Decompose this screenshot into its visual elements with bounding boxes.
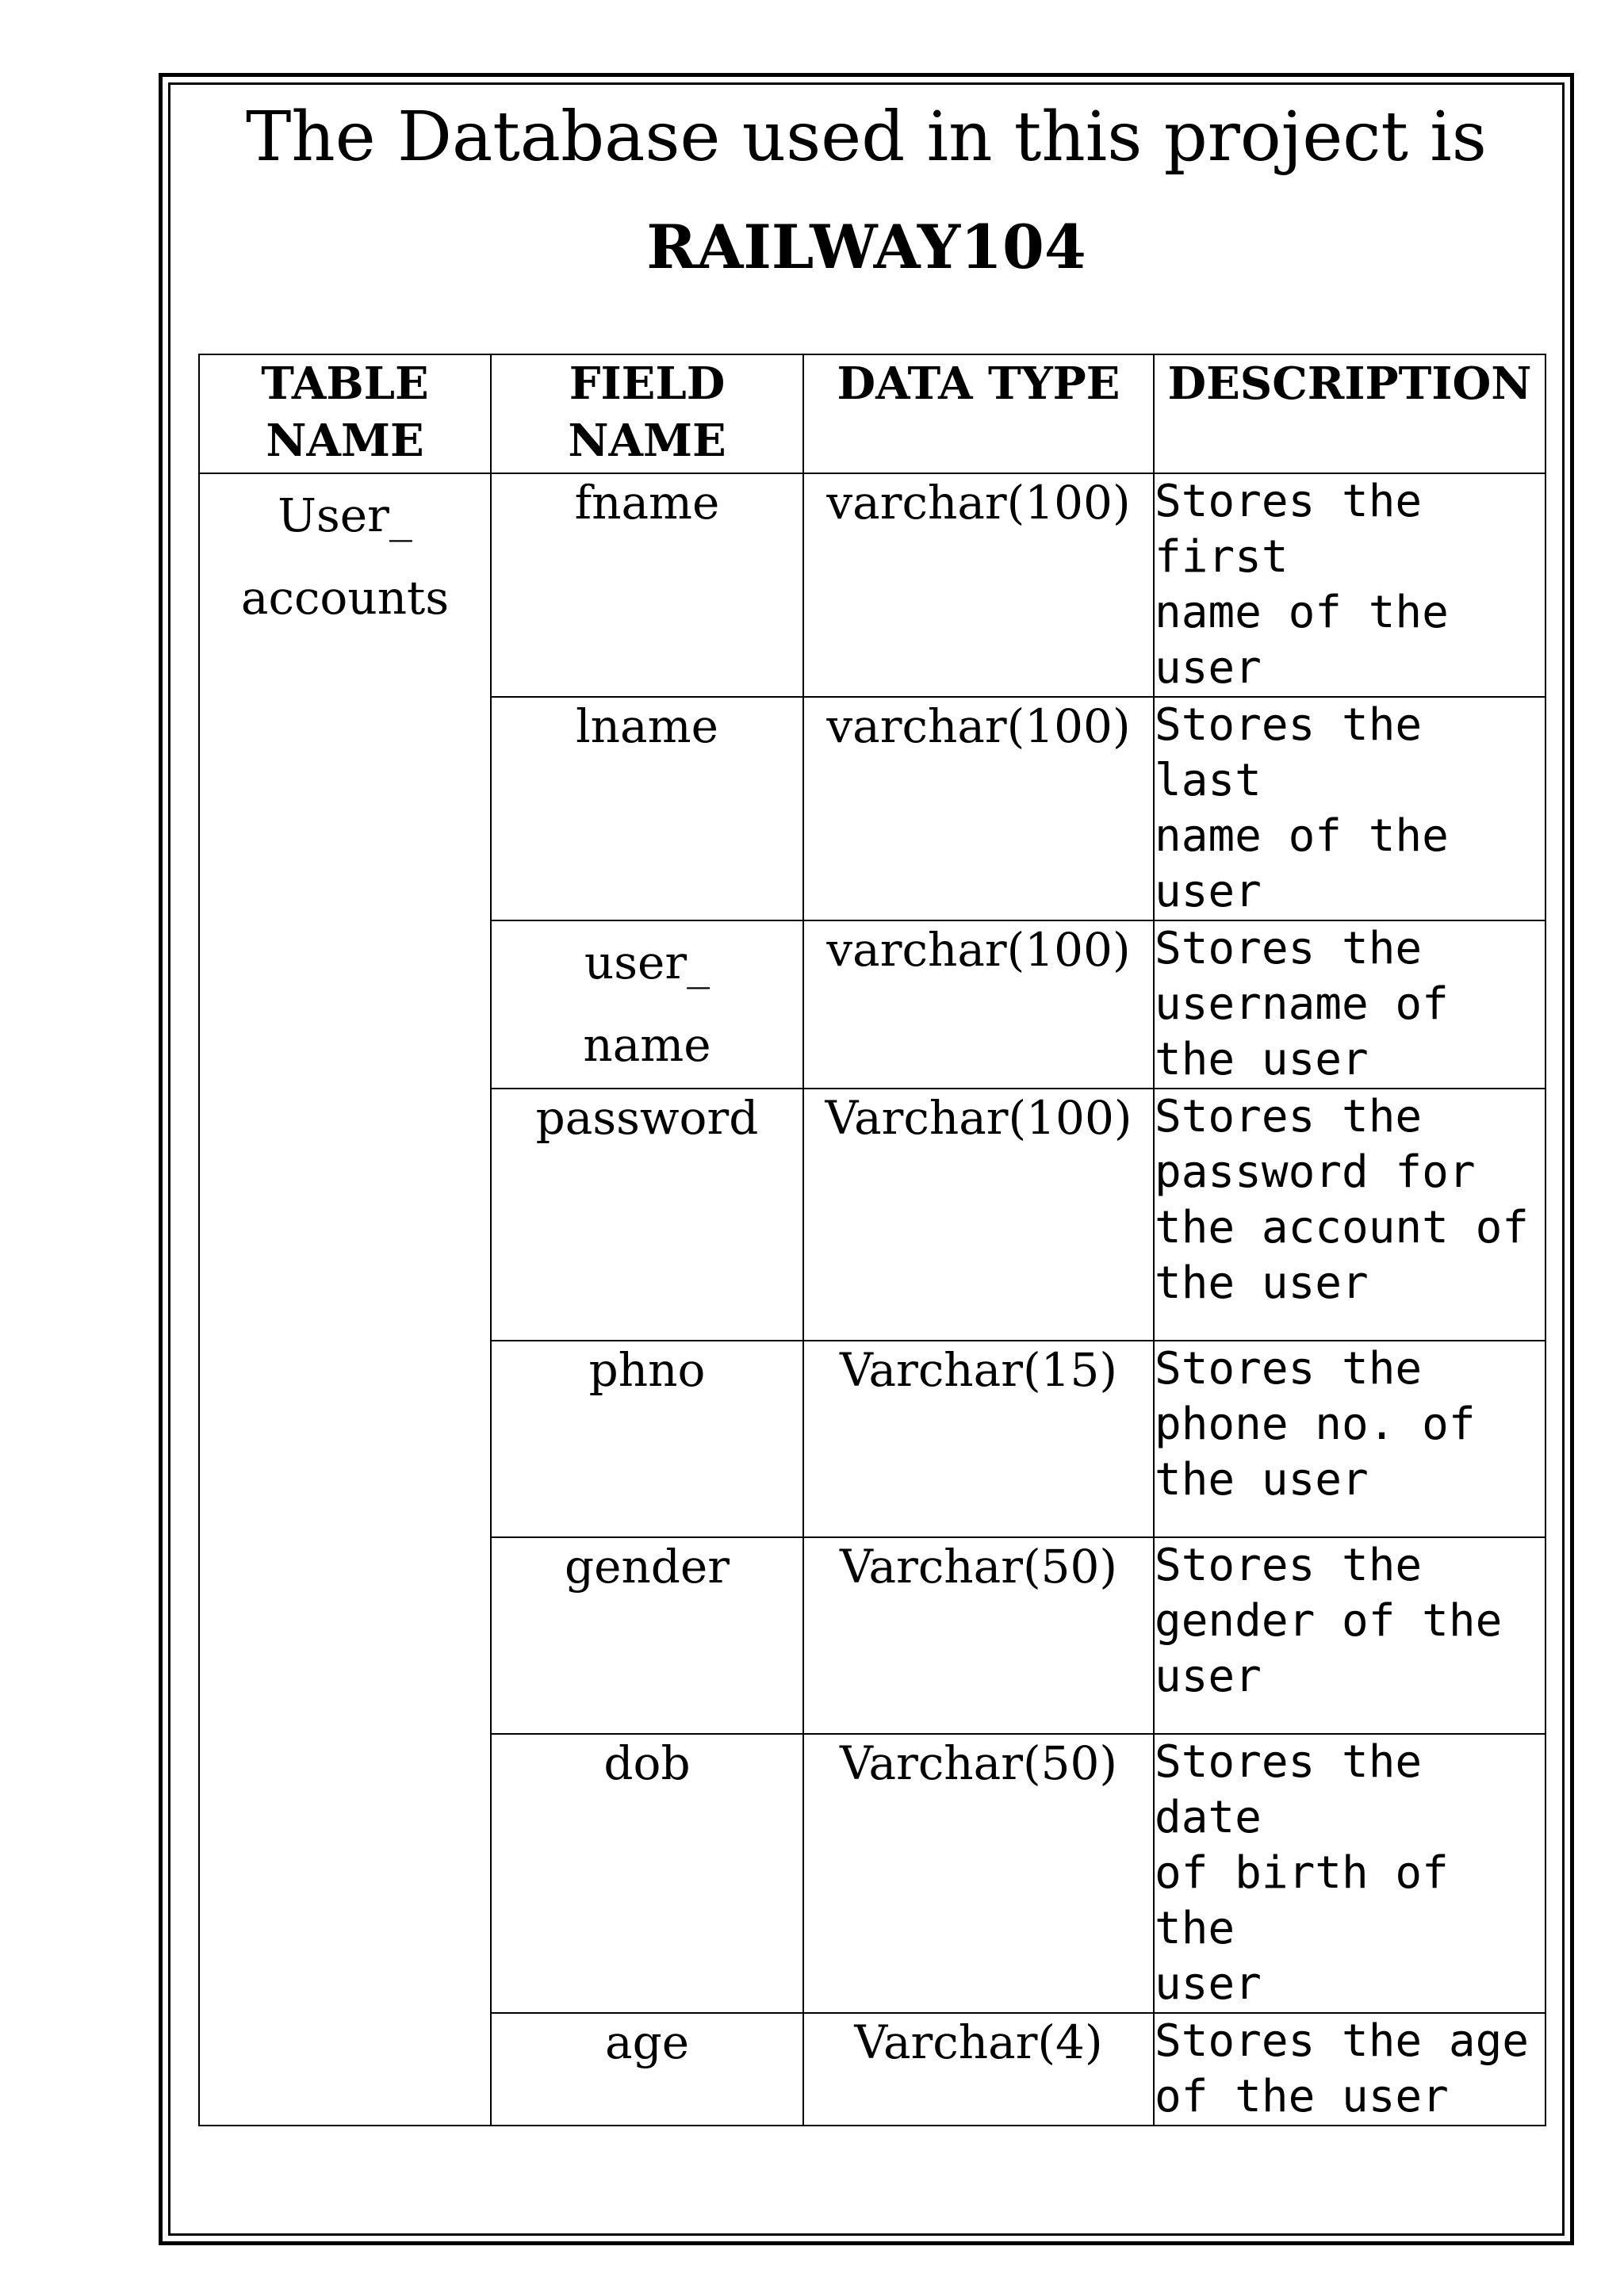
field-name-cell: fname [491, 473, 803, 697]
field-name-cell: user_ name [491, 920, 803, 1089]
header-description: DESCRIPTION [1154, 354, 1545, 473]
description-cell: Stores the age of the user [1154, 2013, 1545, 2126]
description-cell: Stores the gender of the user [1154, 1537, 1545, 1734]
database-name: RAILWAY104 [646, 212, 1086, 282]
description-cell: Stores the phone no. of the user [1154, 1341, 1545, 1537]
field-name-cell: lname [491, 697, 803, 920]
header-data-type: DATA TYPE [803, 354, 1154, 473]
intro-heading: The Database used in this project is [246, 98, 1487, 177]
data-type-cell: varchar(100) [803, 473, 1154, 697]
header-table-name: TABLE NAME [199, 354, 491, 473]
schema-table [198, 354, 1546, 2126]
data-type-cell: Varchar(100) [803, 1089, 1154, 1341]
header-field-name: FIELD NAME [491, 354, 803, 473]
field-name-cell: gender [491, 1537, 803, 1734]
field-name-cell: dob [491, 1734, 803, 2013]
description-cell: Stores the first name of the user [1154, 473, 1545, 697]
field-name-cell: password [491, 1089, 803, 1341]
data-type-cell: varchar(100) [803, 697, 1154, 920]
data-type-cell: Varchar(15) [803, 1341, 1154, 1537]
description-cell: Stores the date of birth of the user [1154, 1734, 1545, 2013]
field-name-cell: age [491, 2013, 803, 2126]
table-name-value: User_ accounts [199, 473, 491, 2126]
description-cell: Stores the username of the user [1154, 920, 1545, 1089]
schema-header-row [199, 354, 1545, 473]
data-type-cell: Varchar(50) [803, 1537, 1154, 1734]
description-cell: Stores the password for the account of the user [1154, 1089, 1545, 1341]
data-type-cell: Varchar(50) [803, 1734, 1154, 2013]
field-name-cell: phno [491, 1341, 803, 1537]
table-row [199, 473, 1545, 697]
data-type-cell: Varchar(4) [803, 2013, 1154, 2126]
description-cell: Stores the last name of the user [1154, 697, 1545, 920]
data-type-cell: varchar(100) [803, 920, 1154, 1089]
